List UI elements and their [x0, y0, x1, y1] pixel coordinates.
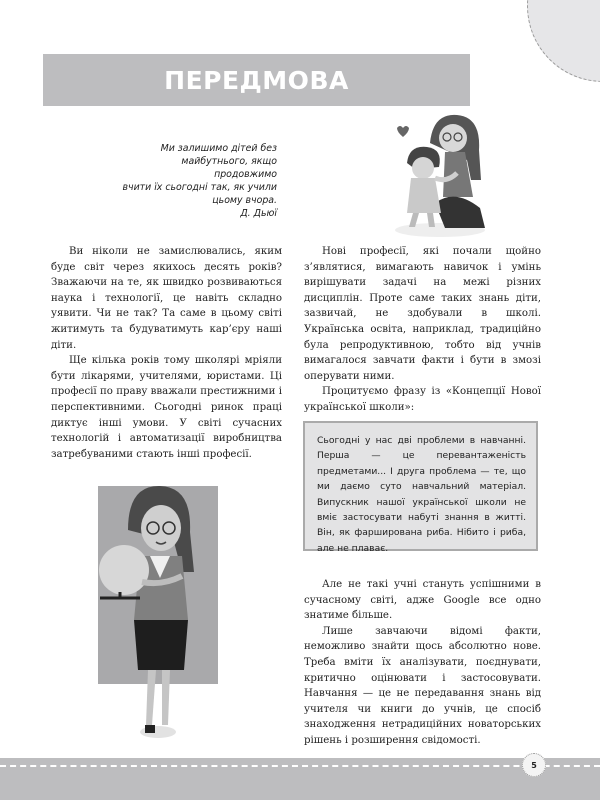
page-number-badge — [522, 753, 546, 777]
page-title: ПЕРЕДМОВА — [164, 65, 349, 95]
footer-dashed-line — [0, 765, 600, 767]
quote-box — [303, 421, 538, 554]
globe-icon — [99, 545, 149, 595]
paragraph: Лише завчаючи відомі факти, неможливо знайти щось абсолютно нове. Треба вміти їх аналізувати, поєднувати, критично оцінювати і застосовувати. Навчання — це не передавання знань від учителя чи книги до учнів, це спосіб знаходження нетрадиційних новаторських рішень і розширення свідомості. — [304, 625, 541, 746]
title-bar — [43, 54, 470, 106]
epigraph-line: майбутнього, якщо продовжимо — [181, 156, 277, 180]
heart-icon — [397, 126, 409, 137]
paragraph: Процитуємо фразу із «Концепції Нової української школи»: — [304, 386, 541, 413]
epigraph-author: Д. Дьюї — [240, 208, 277, 219]
paragraph: Ще кілька років тому школярі мріяли бути лікарями, учителями, юристами. Ці професії по праву вважали престижними і перспективними. Сьогодні ринок праці диктує інші умови. У світі сучасних технологій і автоматизації виробництва затребуваними стають інші професії. — [51, 355, 282, 460]
epigraph — [120, 142, 277, 220]
epigraph-line: Ми залишимо дітей без — [160, 143, 277, 154]
right-column-text-top — [304, 244, 541, 416]
paragraph: Але не такі учні стануть успішними в сучасному світі, адже Google все одно знатиме більше. — [304, 579, 541, 622]
page-number: 5 — [531, 760, 537, 770]
corner-decoration — [527, 0, 600, 82]
epigraph-line: цьому вчора. — [212, 195, 277, 206]
right-column-text-bottom — [304, 577, 541, 749]
epigraph-line: вчити їх сьогодні так, як учили — [122, 182, 277, 193]
quote-text: Сьогодні у нас дві проблеми в навчанні. Перша — це перевантаженість предметами... І друга проблема — те, що ми даємо суто навчальний матеріал. Випускник нашої української школи не вміє застосувати набуті знання в житті. Він, як фарширована риба. Нібито і риба, але не плаває. — [317, 435, 526, 554]
paragraph: Ви ніколи не замислювались, яким буде світ через якихось десять років? Зважаючи на те, як швидко розвиваються наука і технології, це навіть складно уявити. Чи не так? Та саме в цьому світі житимуть та будуватимуть кар’єру наші діти. — [51, 246, 282, 351]
paragraph: Нові професії, які почали щойно з’являтися, вимагають навичок і умінь вирішувати задачі на межі різних дисциплін. Проте саме таких знань діти, зазвичай, не здобували в школі. Українська освіта, наприклад, традиційно була репродуктивною, тобто від учнів вимагалося завчати факти і бути в змозі оперувати ними. — [304, 246, 541, 382]
teacher-hugging-child-illustration — [385, 108, 490, 238]
left-column-text — [51, 244, 282, 462]
teacher-with-globe-illustration — [98, 470, 230, 740]
